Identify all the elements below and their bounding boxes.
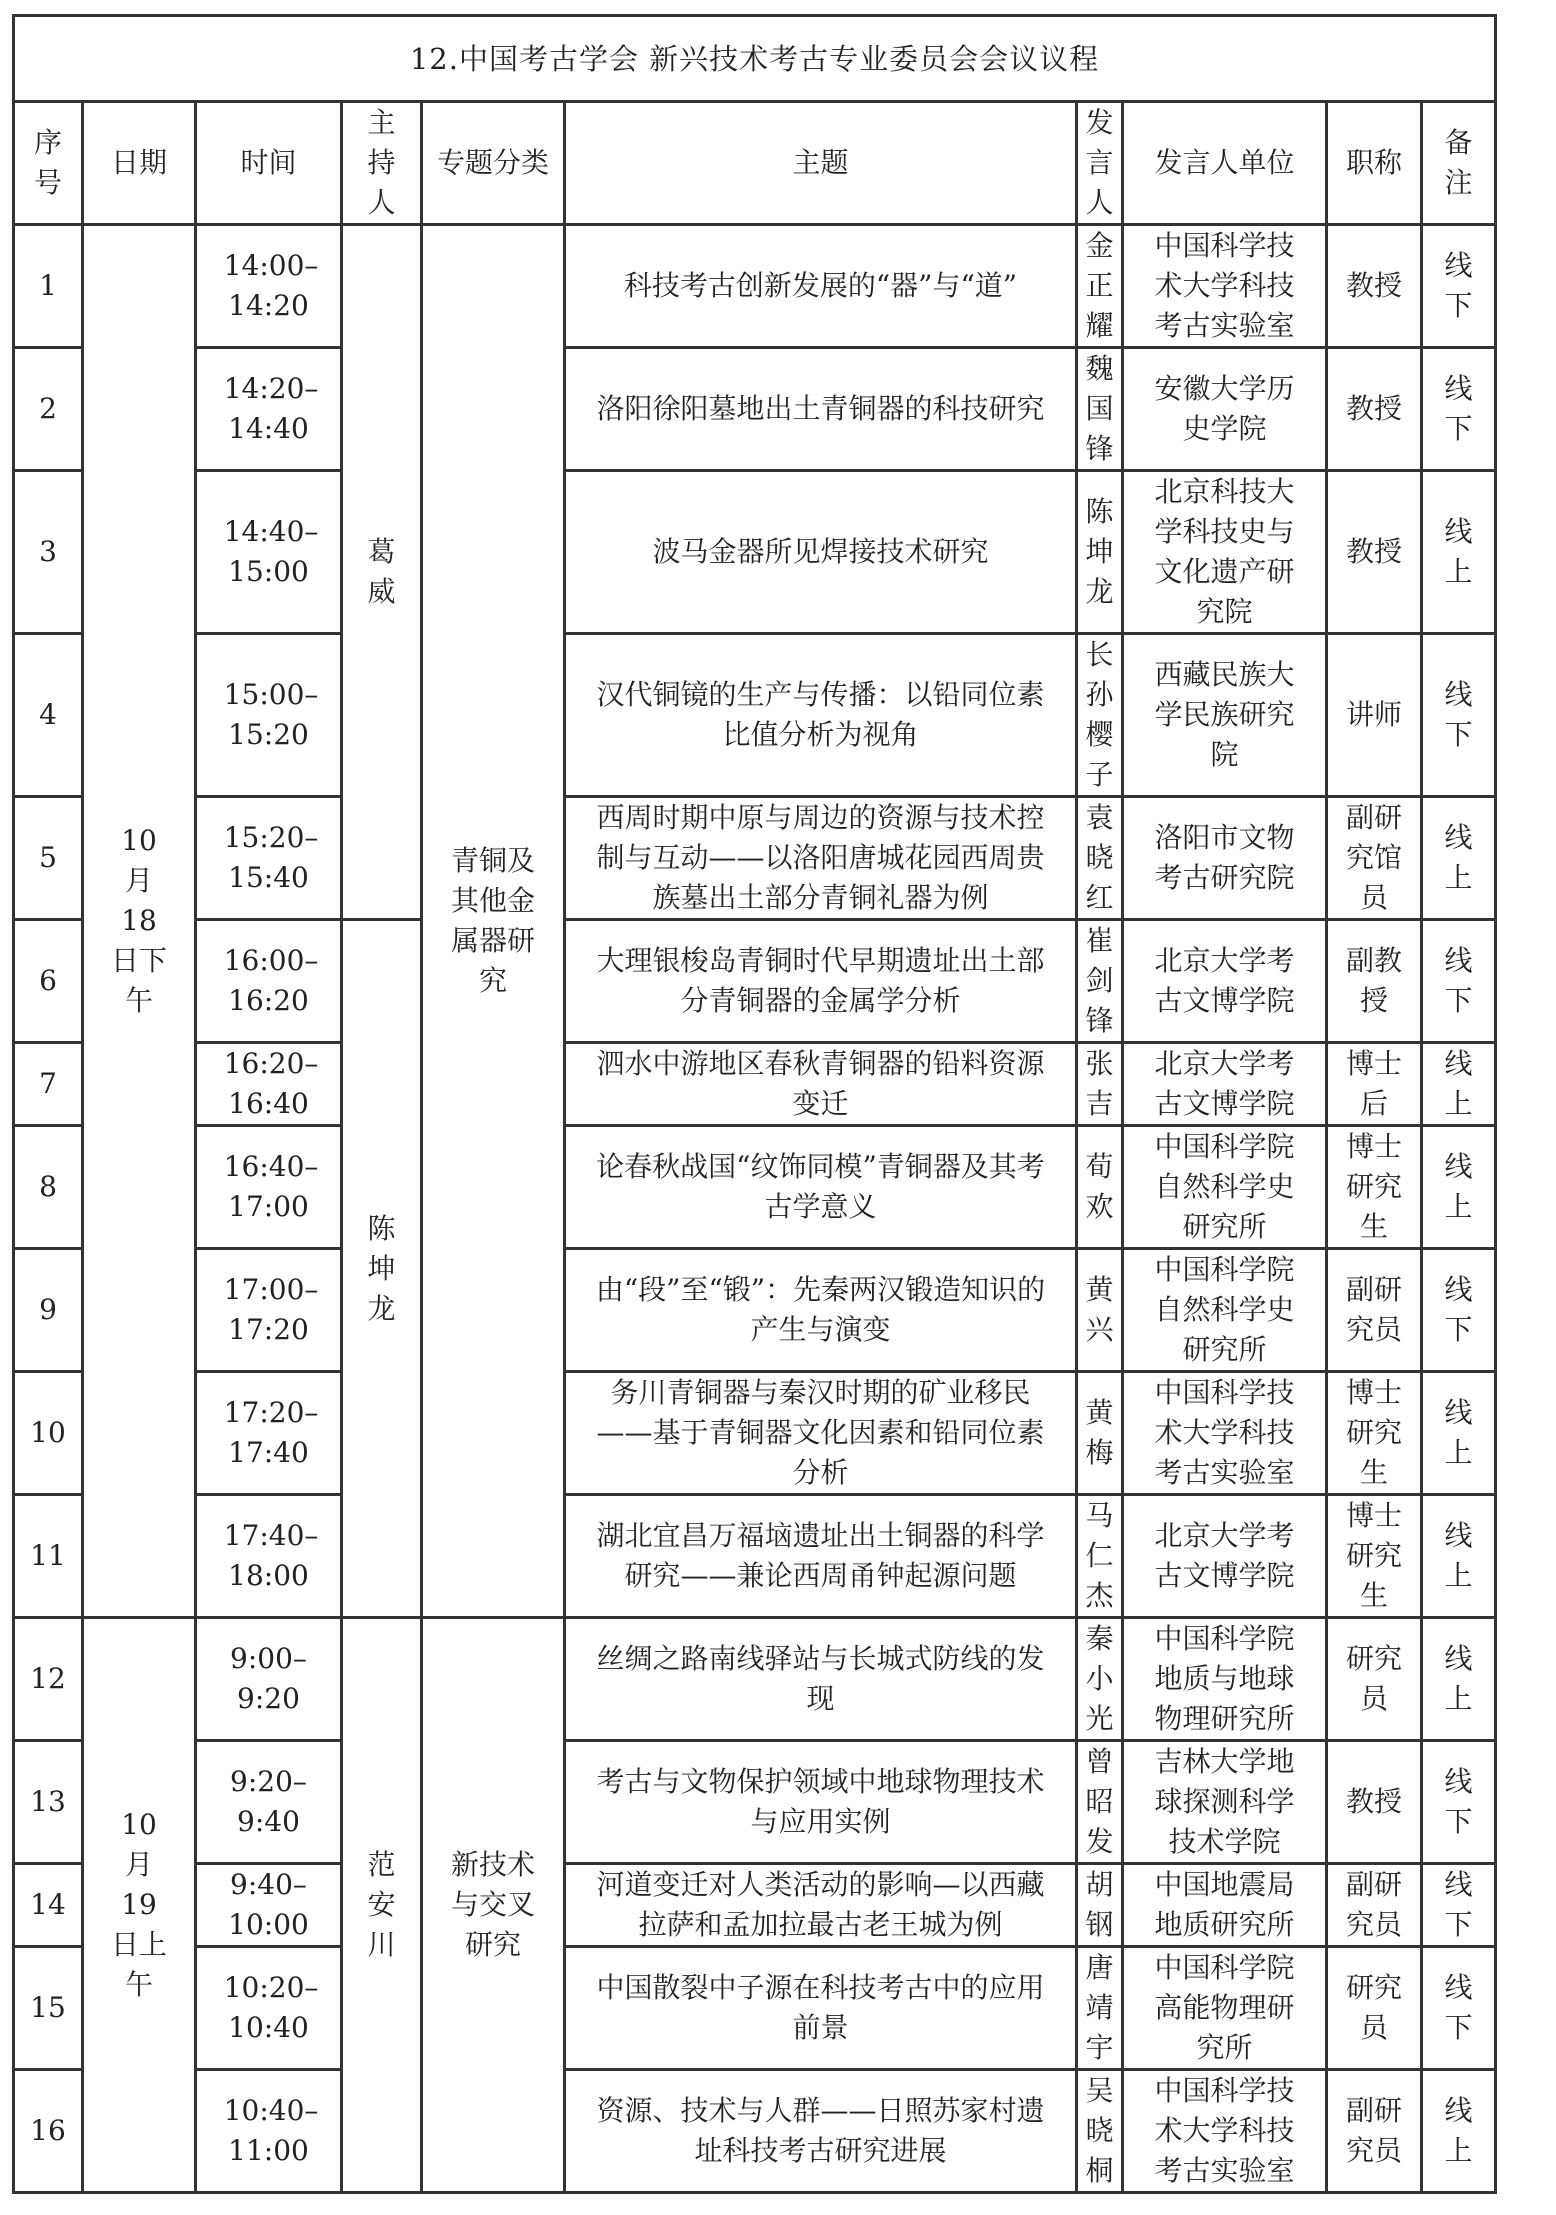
attendance-mode: 线下 [1422,920,1496,1043]
table-row [14,348,1496,471]
time-slot: 10:40–11:00 [196,2070,342,2193]
header-note: 备注 [1422,102,1496,225]
table-row [14,1126,1496,1249]
row-number: 9 [14,1249,83,1372]
agenda-table [12,14,1497,2194]
host-name: 葛威 [342,225,422,920]
speaker-rank: 博士后 [1327,1043,1422,1126]
table-row [14,1864,1496,1947]
attendance-mode: 线下 [1422,1249,1496,1372]
time-slot: 16:40–17:00 [196,1126,342,1249]
row-number: 11 [14,1495,83,1618]
table-row [14,1043,1496,1126]
talk-topic: 湖北宜昌万福垴遗址出土铜器的科学研究——兼论西周甬钟起源问题 [565,1495,1077,1618]
table-row [14,1495,1496,1618]
speaker-rank: 研究员 [1327,1947,1422,2070]
header-category: 专题分类 [422,102,565,225]
talk-topic: 西周时期中原与周边的资源与技术控制与互动——以洛阳唐城花园西周贵族墓出土部分青铜礼器为例 [565,797,1077,920]
time-slot: 9:20–9:40 [196,1741,342,1864]
speaker-name: 长孙樱子 [1077,634,1123,797]
speaker-affiliation: 北京科技大学科技史与文化遗产研究院 [1123,471,1327,634]
topic-category: 新技术与交叉研究 [422,1618,565,2193]
header-speaker: 发言人 [1077,102,1123,225]
row-number: 4 [14,634,83,797]
attendance-mode: 线上 [1422,1126,1496,1249]
speaker-name: 黄梅 [1077,1372,1123,1495]
topic-category: 青铜及其他金属器研究 [422,225,565,1618]
talk-topic: 考古与文物保护领域中地球物理技术与应用实例 [565,1741,1077,1864]
table-row [14,1618,1496,1741]
time-slot: 15:20–15:40 [196,797,342,920]
attendance-mode: 线上 [1422,1618,1496,1741]
speaker-affiliation: 西藏民族大学民族研究院 [1123,634,1327,797]
attendance-mode: 线下 [1422,1741,1496,1864]
row-number: 13 [14,1741,83,1864]
talk-topic: 论春秋战国“纹饰同模”青铜器及其考古学意义 [565,1126,1077,1249]
header-host: 主持人 [342,102,422,225]
speaker-rank: 教授 [1327,471,1422,634]
speaker-name: 魏国锋 [1077,348,1123,471]
speaker-affiliation: 北京大学考古文博学院 [1123,1495,1327,1618]
time-slot: 14:20–14:40 [196,348,342,471]
speaker-affiliation: 中国科学技术大学科技考古实验室 [1123,1372,1327,1495]
table-row [14,2070,1496,2193]
row-number: 2 [14,348,83,471]
speaker-rank: 副研究员 [1327,1864,1422,1947]
time-slot: 14:00–14:20 [196,225,342,348]
row-number: 6 [14,920,83,1043]
header-unit: 发言人单位 [1123,102,1327,225]
time-slot: 9:00–9:20 [196,1618,342,1741]
attendance-mode: 线下 [1422,1864,1496,1947]
speaker-rank: 博士研究生 [1327,1126,1422,1249]
attendance-mode: 线上 [1422,2070,1496,2193]
attendance-mode: 线上 [1422,797,1496,920]
talk-topic: 波马金器所见焊接技术研究 [565,471,1077,634]
document-title: 12.中国考古学会 新兴技术考古专业委员会会议议程 [14,16,1496,102]
speaker-name: 秦小光 [1077,1618,1123,1741]
time-slot: 17:20–17:40 [196,1372,342,1495]
table-row [14,634,1496,797]
row-number: 15 [14,1947,83,2070]
row-number: 8 [14,1126,83,1249]
table-row [14,797,1496,920]
speaker-affiliation: 中国科学院地质与地球物理研究所 [1123,1618,1327,1741]
speaker-rank: 教授 [1327,348,1422,471]
speaker-affiliation: 中国科学院自然科学史研究所 [1123,1249,1327,1372]
speaker-affiliation: 吉林大学地球探测科学技术学院 [1123,1741,1327,1864]
speaker-name: 曾昭发 [1077,1741,1123,1864]
row-number: 1 [14,225,83,348]
speaker-rank: 博士研究生 [1327,1372,1422,1495]
table-row [14,471,1496,634]
row-number: 14 [14,1864,83,1947]
speaker-rank: 研究员 [1327,1618,1422,1741]
speaker-name: 崔剑锋 [1077,920,1123,1043]
speaker-name: 袁晓红 [1077,797,1123,920]
speaker-affiliation: 中国科学院自然科学史研究所 [1123,1126,1327,1249]
speaker-affiliation: 北京大学考古文博学院 [1123,920,1327,1043]
talk-topic: 由“段”至“锻”：先秦两汉锻造知识的产生与演变 [565,1249,1077,1372]
attendance-mode: 线上 [1422,1043,1496,1126]
row-number: 3 [14,471,83,634]
talk-topic: 大理银梭岛青铜时代早期遗址出土部分青铜器的金属学分析 [565,920,1077,1043]
talk-topic: 河道变迁对人类活动的影响—以西藏拉萨和孟加拉最古老王城为例 [565,1864,1077,1947]
host-name: 范安川 [342,1618,422,2193]
header-time: 时间 [196,102,342,225]
talk-topic: 洛阳徐阳墓地出土青铜器的科技研究 [565,348,1077,471]
time-slot: 10:20–10:40 [196,1947,342,2070]
attendance-mode: 线上 [1422,1372,1496,1495]
time-slot: 16:20–16:40 [196,1043,342,1126]
talk-topic: 中国散裂中子源在科技考古中的应用前景 [565,1947,1077,2070]
speaker-name: 黄兴 [1077,1249,1123,1372]
speaker-affiliation: 中国地震局地质研究所 [1123,1864,1327,1947]
table-row [14,1947,1496,2070]
time-slot: 15:00–15:20 [196,634,342,797]
speaker-affiliation: 中国科学院高能物理研究所 [1123,1947,1327,2070]
table-row [14,1249,1496,1372]
host-name: 陈坤龙 [342,920,422,1618]
speaker-rank: 博士研究生 [1327,1495,1422,1618]
session-date: 10月18日下午 [83,225,196,1618]
header-topic: 主题 [565,102,1077,225]
time-slot: 16:00–16:20 [196,920,342,1043]
speaker-rank: 副教授 [1327,920,1422,1043]
speaker-name: 吴晓桐 [1077,2070,1123,2193]
attendance-mode: 线下 [1422,348,1496,471]
speaker-name: 胡钢 [1077,1864,1123,1947]
speaker-rank: 副研究员 [1327,2070,1422,2193]
talk-topic: 科技考古创新发展的“器”与“道” [565,225,1077,348]
attendance-mode: 线下 [1422,1947,1496,2070]
row-number: 12 [14,1618,83,1741]
speaker-rank: 讲师 [1327,634,1422,797]
attendance-mode: 线上 [1422,1495,1496,1618]
row-number: 16 [14,2070,83,2193]
attendance-mode: 线下 [1422,225,1496,348]
speaker-rank: 副研究员 [1327,1249,1422,1372]
speaker-rank: 副研究馆员 [1327,797,1422,920]
time-slot: 9:40–10:00 [196,1864,342,1947]
time-slot: 17:00–17:20 [196,1249,342,1372]
speaker-name: 金正耀 [1077,225,1123,348]
header-no: 序号 [14,102,83,225]
header-row [14,102,1496,225]
speaker-affiliation: 洛阳市文物考古研究院 [1123,797,1327,920]
header-date: 日期 [83,102,196,225]
speaker-rank: 教授 [1327,1741,1422,1864]
header-title: 职称 [1327,102,1422,225]
speaker-rank: 教授 [1327,225,1422,348]
attendance-mode: 线下 [1422,634,1496,797]
speaker-name: 马仁杰 [1077,1495,1123,1618]
title-row [14,16,1496,102]
table-row [14,225,1496,348]
session-date: 10月19日上午 [83,1618,196,2193]
talk-topic: 资源、技术与人群——日照苏家村遗址科技考古研究进展 [565,2070,1077,2193]
talk-topic: 务川青铜器与秦汉时期的矿业移民——基于青铜器文化因素和铅同位素分析 [565,1372,1077,1495]
speaker-name: 张吉 [1077,1043,1123,1126]
table-row [14,1372,1496,1495]
row-number: 7 [14,1043,83,1126]
row-number: 5 [14,797,83,920]
table-row [14,920,1496,1043]
talk-topic: 丝绸之路南线驿站与长城式防线的发现 [565,1618,1077,1741]
speaker-affiliation: 安徽大学历史学院 [1123,348,1327,471]
talk-topic: 泗水中游地区春秋青铜器的铅料资源变迁 [565,1043,1077,1126]
table-row [14,1741,1496,1864]
speaker-name: 荀欢 [1077,1126,1123,1249]
speaker-affiliation: 中国科学技术大学科技考古实验室 [1123,225,1327,348]
time-slot: 14:40–15:00 [196,471,342,634]
row-number: 10 [14,1372,83,1495]
speaker-affiliation: 北京大学考古文博学院 [1123,1043,1327,1126]
speaker-name: 唐靖宇 [1077,1947,1123,2070]
time-slot: 17:40–18:00 [196,1495,342,1618]
speaker-affiliation: 中国科学技术大学科技考古实验室 [1123,2070,1327,2193]
talk-topic: 汉代铜镜的生产与传播：以铅同位素比值分析为视角 [565,634,1077,797]
speaker-name: 陈坤龙 [1077,471,1123,634]
attendance-mode: 线上 [1422,471,1496,634]
